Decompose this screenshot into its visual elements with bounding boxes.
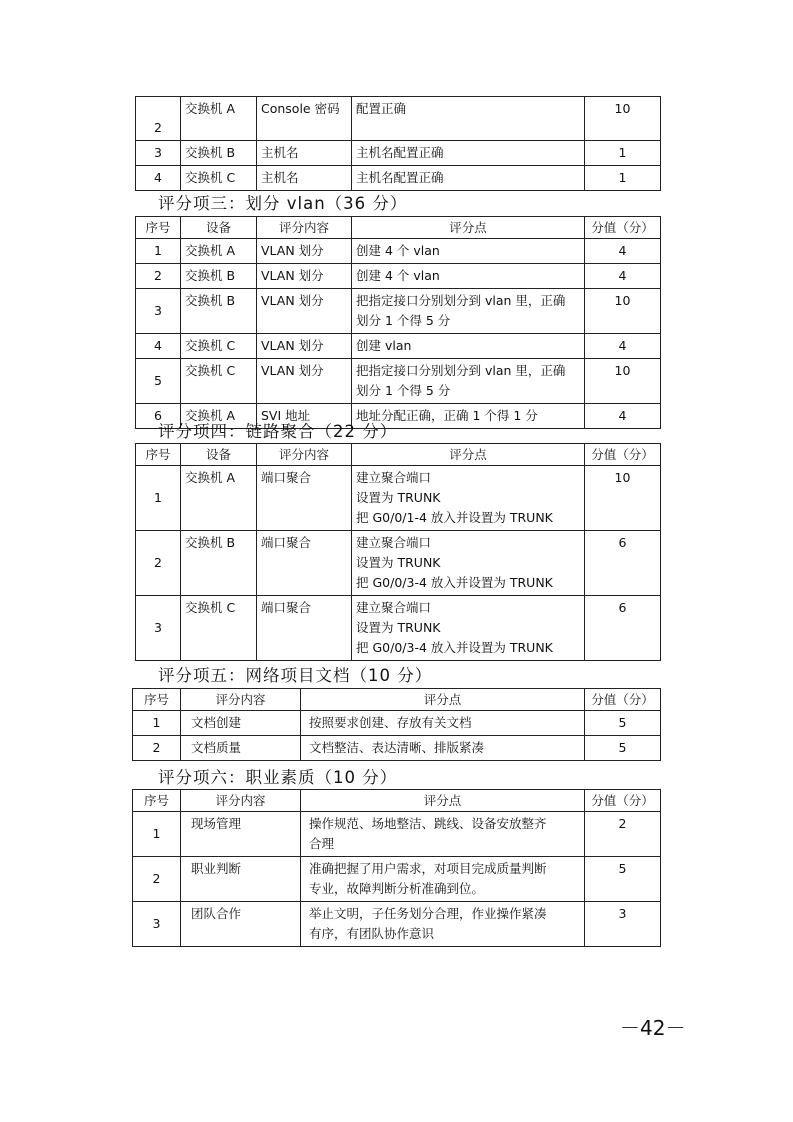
header-content: 评分内容 [257, 217, 352, 239]
table-row [136, 289, 661, 334]
table-header-row [133, 790, 661, 812]
cell-no: 4 [136, 334, 181, 359]
section6-title: 评分项六：职业素质（10 分） [158, 768, 398, 787]
cell-point: 配置正确 [352, 97, 585, 141]
point-line-2: 划分 1 个得 5 分 [356, 313, 451, 328]
cell-device: 交换机 A [181, 239, 257, 264]
cell-content: VLAN 划分 [257, 359, 352, 404]
table-header-row [136, 217, 661, 239]
table-row [136, 466, 661, 531]
table-row [133, 711, 661, 736]
cell-point [352, 596, 585, 661]
table-section4 [135, 443, 661, 661]
header-point: 评分点 [352, 444, 585, 466]
section5-title: 评分项五：网络项目文档（10 分） [158, 666, 433, 685]
cell-device: 交换机 B [181, 264, 257, 289]
table-row [136, 334, 661, 359]
cell-point: 主机名配置正确 [352, 166, 585, 191]
header-no: 序号 [136, 217, 181, 239]
cell-point [352, 359, 585, 404]
cell-score: 4 [585, 239, 661, 264]
cell-score: 5 [585, 857, 661, 902]
table-header-row [136, 444, 661, 466]
table-section5 [132, 688, 661, 761]
cell-score: 4 [585, 334, 661, 359]
cell-no: 2 [133, 857, 181, 902]
header-no: 序号 [133, 790, 181, 812]
cell-device: 交换机 A [181, 97, 257, 141]
header-score: 分值（分） [585, 217, 661, 239]
point-line-1: 把指定接口分别划分到 vlan 里，正确 [356, 293, 566, 308]
cell-point: 按照要求创建、存放有关文档 [301, 711, 585, 736]
header-point: 评分点 [301, 689, 585, 711]
cell-no: 4 [136, 166, 181, 191]
cell-score: 6 [585, 596, 661, 661]
cell-device: 交换机 A [181, 404, 257, 429]
cell-point: 地址分配正确，正确 1 个得 1 分 [352, 404, 585, 429]
table-header-row [133, 689, 661, 711]
cell-device: 交换机 A [181, 466, 257, 531]
point-line-1: 建立聚合端口 [356, 470, 432, 485]
point-line-1: 操作规范、场地整洁、跳线、设备安放整齐 [309, 816, 547, 831]
table-row [136, 166, 661, 191]
cell-score: 1 [585, 141, 661, 166]
cell-content: VLAN 划分 [257, 289, 352, 334]
point-line-2: 设置为 TRUNK [356, 490, 441, 505]
header-device: 设备 [181, 444, 257, 466]
cell-no: 3 [136, 289, 181, 334]
point-line-1: 把指定接口分别划分到 vlan 里，正确 [356, 363, 566, 378]
cell-content: 主机名 [257, 141, 352, 166]
cell-content: 主机名 [257, 166, 352, 191]
cell-point: 创建 vlan [352, 334, 585, 359]
cell-device: 交换机 C [181, 166, 257, 191]
header-point: 评分点 [352, 217, 585, 239]
cell-score: 5 [585, 736, 661, 761]
point-line-1: 建立聚合端口 [356, 600, 432, 615]
cell-content: VLAN 划分 [257, 334, 352, 359]
point-line-2: 设置为 TRUNK [356, 555, 441, 570]
cell-content: 端口聚合 [257, 596, 352, 661]
table-row [136, 596, 661, 661]
cell-no: 3 [136, 596, 181, 661]
cell-content: VLAN 划分 [257, 264, 352, 289]
page-number: －42－ [620, 1016, 686, 1040]
header-content: 评分内容 [181, 790, 301, 812]
point-line-1: 举止文明，子任务划分合理，作业操作紧凑 [309, 906, 547, 921]
table-row [136, 531, 661, 596]
cell-point [352, 466, 585, 531]
header-score: 分值（分） [585, 790, 661, 812]
cell-content: Console 密码 [257, 97, 352, 141]
header-no: 序号 [133, 689, 181, 711]
cell-no: 1 [136, 466, 181, 531]
cell-no: 1 [136, 239, 181, 264]
cell-point [301, 812, 585, 857]
cell-no: 1 [133, 711, 181, 736]
table-row [136, 97, 661, 141]
point-line-2: 合理 [309, 836, 335, 851]
cell-no: 2 [133, 736, 181, 761]
header-content: 评分内容 [181, 689, 301, 711]
cell-point [352, 289, 585, 334]
cell-content: SVI 地址 [257, 404, 352, 429]
cell-score: 2 [585, 812, 661, 857]
cell-point: 创建 4 个 vlan [352, 239, 585, 264]
header-score: 分值（分） [585, 444, 661, 466]
cell-content: 端口聚合 [257, 531, 352, 596]
cell-score: 6 [585, 531, 661, 596]
cell-score: 10 [585, 359, 661, 404]
cell-point: 主机名配置正确 [352, 141, 585, 166]
table-row [136, 359, 661, 404]
cell-score: 10 [585, 97, 661, 141]
point-line-2: 专业，故障判断分析准确到位。 [309, 881, 485, 896]
cell-no: 2 [136, 264, 181, 289]
point-line-2: 有序，有团队协作意识 [309, 926, 435, 941]
cell-no: 3 [136, 141, 181, 166]
point-line-3: 把 G0/0/3-4 放入并设置为 TRUNK [356, 575, 553, 590]
table-row [133, 902, 661, 947]
cell-no: 5 [136, 359, 181, 404]
table-row [136, 141, 661, 166]
cell-score: 10 [585, 289, 661, 334]
table-section3 [135, 216, 661, 429]
point-line-2: 划分 1 个得 5 分 [356, 383, 451, 398]
cell-no: 1 [133, 812, 181, 857]
cell-no: 3 [133, 902, 181, 947]
cell-device: 交换机 B [181, 289, 257, 334]
cell-content: 现场管理 [181, 812, 301, 857]
point-line-3: 把 G0/0/3-4 放入并设置为 TRUNK [356, 640, 553, 655]
cell-no: 2 [136, 531, 181, 596]
cell-score: 4 [585, 404, 661, 429]
cell-content: 端口聚合 [257, 466, 352, 531]
table-row [133, 736, 661, 761]
cell-device: 交换机 C [181, 596, 257, 661]
table-row [133, 812, 661, 857]
cell-point: 创建 4 个 vlan [352, 264, 585, 289]
cell-point: 文档整洁、表达清晰、排版紧凑 [301, 736, 585, 761]
cell-no: 2 [136, 97, 181, 141]
point-line-2: 设置为 TRUNK [356, 620, 441, 635]
header-score: 分值（分） [585, 689, 661, 711]
cell-score: 5 [585, 711, 661, 736]
point-line-1: 准确把握了用户需求，对项目完成质量判断 [309, 861, 547, 876]
cell-point [301, 902, 585, 947]
cell-point [301, 857, 585, 902]
header-no: 序号 [136, 444, 181, 466]
table-row [133, 857, 661, 902]
table-section6 [132, 789, 661, 947]
cell-content: 团队合作 [181, 902, 301, 947]
cell-device: 交换机 C [181, 334, 257, 359]
table-row [136, 239, 661, 264]
cell-score: 10 [585, 466, 661, 531]
cell-point [352, 531, 585, 596]
cell-score: 1 [585, 166, 661, 191]
header-content: 评分内容 [257, 444, 352, 466]
cell-content: 职业判断 [181, 857, 301, 902]
cell-score: 3 [585, 902, 661, 947]
table-section2 [135, 96, 661, 191]
cell-content: 文档创建 [181, 711, 301, 736]
cell-device: 交换机 B [181, 141, 257, 166]
point-line-1: 建立聚合端口 [356, 535, 432, 550]
cell-score: 4 [585, 264, 661, 289]
cell-no: 6 [136, 404, 181, 429]
table-row [136, 264, 661, 289]
cell-content: VLAN 划分 [257, 239, 352, 264]
header-device: 设备 [181, 217, 257, 239]
header-point: 评分点 [301, 790, 585, 812]
cell-content: 文档质量 [181, 736, 301, 761]
section4-title: 评分项四：链路聚合（22 分） [158, 422, 398, 441]
cell-device: 交换机 C [181, 359, 257, 404]
section3-title: 评分项三：划分 vlan（36 分） [158, 194, 408, 213]
cell-device: 交换机 B [181, 531, 257, 596]
point-line-3: 把 G0/0/1-4 放入并设置为 TRUNK [356, 510, 553, 525]
